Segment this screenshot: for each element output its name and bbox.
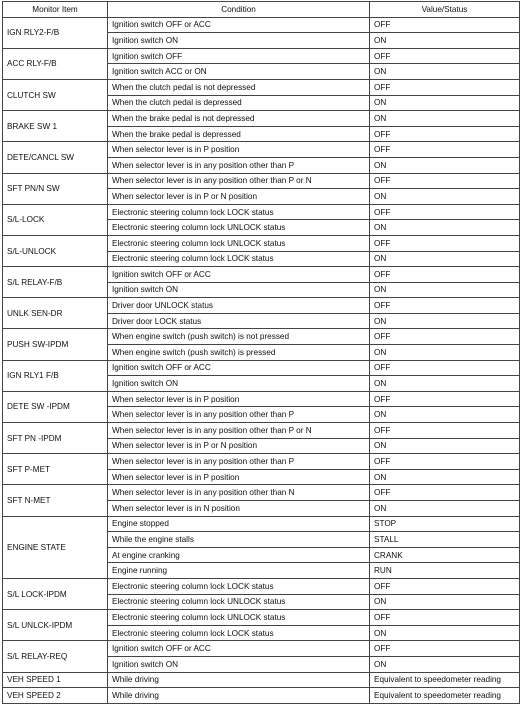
value-status-cell: Equivalent to speedometer reading: [370, 688, 520, 704]
value-status-cell: ON: [370, 501, 520, 517]
condition-cell: When selector lever is in any position other than P or N: [108, 423, 370, 439]
monitor-item-cell: S/L UNLCK-IPDM: [3, 610, 108, 641]
condition-cell: When selector lever is in any position other than P or N: [108, 173, 370, 189]
table-row: [3, 360, 520, 376]
monitor-item-cell: ENGINE STATE: [3, 516, 108, 578]
table-row: [3, 485, 520, 501]
condition-cell: When selector lever is in any position other than P: [108, 454, 370, 470]
value-status-cell: OFF: [370, 17, 520, 33]
value-status-cell: ON: [370, 656, 520, 672]
value-status-cell: OFF: [370, 329, 520, 345]
value-status-cell: ON: [370, 111, 520, 127]
value-status-cell: ON: [370, 345, 520, 361]
table-row: [3, 329, 520, 345]
value-status-cell: ON: [370, 594, 520, 610]
condition-cell: Ignition switch OFF or ACC: [108, 360, 370, 376]
condition-cell: When selector lever is in any position other than N: [108, 485, 370, 501]
monitor-item-cell: ACC RLY-F/B: [3, 48, 108, 79]
monitor-item-cell: SFT PN/N SW: [3, 173, 108, 204]
table-row: [3, 688, 520, 704]
value-status-cell: ON: [370, 64, 520, 80]
monitor-item-cell: S/L RELAY-F/B: [3, 267, 108, 298]
condition-cell: While driving: [108, 688, 370, 704]
value-status-cell: ON: [370, 625, 520, 641]
condition-cell: While driving: [108, 672, 370, 688]
value-status-cell: Equivalent to speedometer reading: [370, 672, 520, 688]
condition-cell: Electronic steering column lock LOCK status: [108, 625, 370, 641]
value-status-cell: STALL: [370, 532, 520, 548]
value-status-cell: ON: [370, 95, 520, 111]
condition-cell: At engine cranking: [108, 547, 370, 563]
table-row: [3, 17, 520, 33]
value-status-cell: RUN: [370, 563, 520, 579]
monitor-item-cell: SFT PN -IPDM: [3, 423, 108, 454]
value-status-cell: OFF: [370, 267, 520, 283]
table-row: [3, 204, 520, 220]
monitor-item-cell: SFT N-MET: [3, 485, 108, 516]
value-status-cell: ON: [370, 220, 520, 236]
header-condition: Condition: [108, 2, 370, 18]
condition-cell: Electronic steering column lock UNLOCK status: [108, 235, 370, 251]
condition-cell: Electronic steering column lock LOCK status: [108, 251, 370, 267]
value-status-cell: ON: [370, 189, 520, 205]
condition-cell: Ignition switch ON: [108, 282, 370, 298]
condition-cell: When selector lever is in P position: [108, 391, 370, 407]
value-status-cell: STOP: [370, 516, 520, 532]
condition-cell: When selector lever is in N position: [108, 501, 370, 517]
condition-cell: Ignition switch OFF: [108, 48, 370, 64]
table-row: [3, 267, 520, 283]
value-status-cell: OFF: [370, 423, 520, 439]
monitor-item-table: [2, 1, 520, 704]
value-status-cell: OFF: [370, 454, 520, 470]
table-row: [3, 578, 520, 594]
condition-cell: Electronic steering column lock LOCK status: [108, 578, 370, 594]
condition-cell: Engine stopped: [108, 516, 370, 532]
monitor-item-cell: VEH SPEED 1: [3, 672, 108, 688]
condition-cell: While the engine stalls: [108, 532, 370, 548]
table-row: [3, 298, 520, 314]
condition-cell: Driver door UNLOCK status: [108, 298, 370, 314]
condition-cell: When engine switch (push switch) is pressed: [108, 345, 370, 361]
table-row: [3, 48, 520, 64]
value-status-cell: OFF: [370, 298, 520, 314]
monitor-item-cell: S/L-UNLOCK: [3, 235, 108, 266]
condition-cell: When the brake pedal is not depressed: [108, 111, 370, 127]
header-value-status: Value/Status: [370, 2, 520, 18]
condition-cell: Driver door LOCK status: [108, 313, 370, 329]
condition-cell: Ignition switch OFF or ACC: [108, 17, 370, 33]
monitor-item-cell: UNLK SEN-DR: [3, 298, 108, 329]
value-status-cell: ON: [370, 282, 520, 298]
value-status-cell: ON: [370, 407, 520, 423]
table-row: [3, 391, 520, 407]
monitor-item-cell: VEH SPEED 2: [3, 688, 108, 704]
monitor-item-cell: S/L RELAY-REQ: [3, 641, 108, 672]
value-status-cell: OFF: [370, 48, 520, 64]
monitor-item-cell: PUSH SW-IPDM: [3, 329, 108, 360]
value-status-cell: ON: [370, 376, 520, 392]
value-status-cell: ON: [370, 33, 520, 49]
value-status-cell: OFF: [370, 126, 520, 142]
value-status-cell: OFF: [370, 235, 520, 251]
condition-cell: When selector lever is in any position other than P: [108, 157, 370, 173]
value-status-cell: OFF: [370, 360, 520, 376]
condition-cell: When the clutch pedal is not depressed: [108, 79, 370, 95]
value-status-cell: OFF: [370, 391, 520, 407]
header-monitor-item: Monitor Item: [3, 2, 108, 18]
value-status-cell: ON: [370, 313, 520, 329]
condition-cell: Ignition switch ON: [108, 656, 370, 672]
value-status-cell: OFF: [370, 142, 520, 158]
condition-cell: Electronic steering column lock UNLOCK status: [108, 594, 370, 610]
monitor-item-cell: BRAKE SW 1: [3, 111, 108, 142]
condition-cell: When selector lever is in P or N position: [108, 189, 370, 205]
table-row: [3, 610, 520, 626]
condition-cell: Ignition switch OFF or ACC: [108, 267, 370, 283]
value-status-cell: CRANK: [370, 547, 520, 563]
table-row: [3, 454, 520, 470]
value-status-cell: ON: [370, 469, 520, 485]
condition-cell: When the clutch pedal is depressed: [108, 95, 370, 111]
value-status-cell: ON: [370, 157, 520, 173]
monitor-item-cell: IGN RLY1 F/B: [3, 360, 108, 391]
monitor-item-cell: SFT P-MET: [3, 454, 108, 485]
condition-cell: When the brake pedal is depressed: [108, 126, 370, 142]
condition-cell: When selector lever is in P position: [108, 142, 370, 158]
condition-cell: When selector lever is in P or N position: [108, 438, 370, 454]
condition-cell: When selector lever is in any position other than P: [108, 407, 370, 423]
monitor-item-cell: S/L-LOCK: [3, 204, 108, 235]
table-row: [3, 173, 520, 189]
condition-cell: Electronic steering column lock UNLOCK status: [108, 220, 370, 236]
table-body: [3, 17, 520, 703]
monitor-item-cell: DETE SW -IPDM: [3, 391, 108, 422]
monitor-item-cell: CLUTCH SW: [3, 79, 108, 110]
condition-cell: Ignition switch ON: [108, 376, 370, 392]
table-row: [3, 142, 520, 158]
value-status-cell: ON: [370, 251, 520, 267]
monitor-item-cell: IGN RLY2-F/B: [3, 17, 108, 48]
condition-cell: Electronic steering column lock UNLOCK status: [108, 610, 370, 626]
value-status-cell: OFF: [370, 578, 520, 594]
value-status-cell: OFF: [370, 485, 520, 501]
value-status-cell: OFF: [370, 79, 520, 95]
table-row: [3, 672, 520, 688]
table-row: [3, 235, 520, 251]
monitor-item-cell: S/L LOCK-IPDM: [3, 578, 108, 609]
value-status-cell: OFF: [370, 641, 520, 657]
value-status-cell: OFF: [370, 610, 520, 626]
condition-cell: When selector lever is in P position: [108, 469, 370, 485]
value-status-cell: ON: [370, 438, 520, 454]
table-row: [3, 423, 520, 439]
table-header-row: [3, 2, 520, 18]
condition-cell: Ignition switch ON: [108, 33, 370, 49]
condition-cell: Ignition switch ACC or ON: [108, 64, 370, 80]
condition-cell: Engine running: [108, 563, 370, 579]
condition-cell: Electronic steering column lock LOCK status: [108, 204, 370, 220]
value-status-cell: OFF: [370, 204, 520, 220]
table-row: [3, 111, 520, 127]
condition-cell: Ignition switch OFF or ACC: [108, 641, 370, 657]
table-row: [3, 79, 520, 95]
monitor-item-cell: DETE/CANCL SW: [3, 142, 108, 173]
condition-cell: When engine switch (push switch) is not pressed: [108, 329, 370, 345]
table-row: [3, 641, 520, 657]
value-status-cell: OFF: [370, 173, 520, 189]
table-row: [3, 516, 520, 532]
